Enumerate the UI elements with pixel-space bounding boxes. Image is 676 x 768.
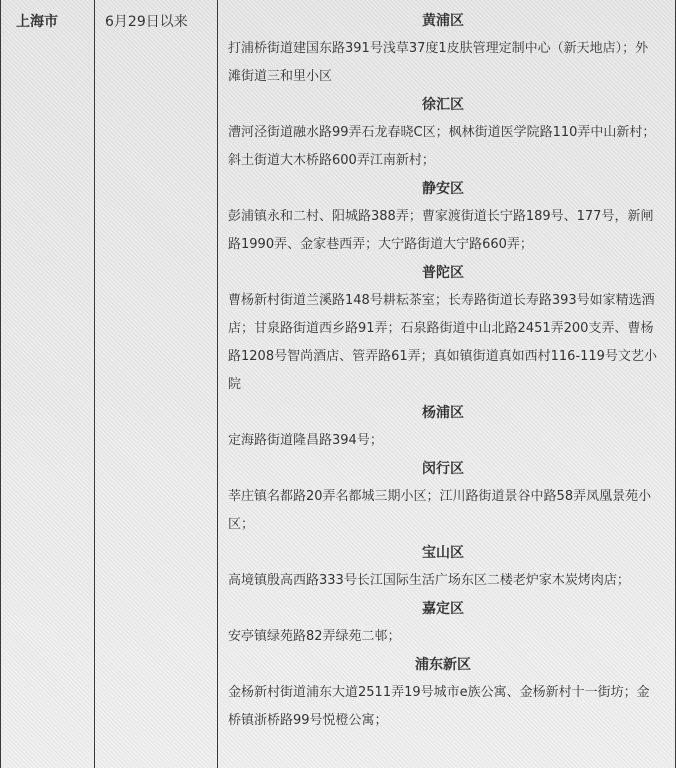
column-divider-1 [94,0,95,768]
district-heading: 嘉定区 [422,601,464,617]
district-places: 打浦桥街道建国东路391号浅草37度1皮肤管理定制中心（新天地店）；外滩街道三和里小区 [228,41,649,84]
district-places: 安亭镇绿苑路82弄绿苑二邨； [228,629,401,644]
district-section [228,651,658,735]
district-section [228,455,658,539]
district-places: 高境镇殷高西路333号长江国际生活广场东区二楼老炉家木炭烤肉店； [228,573,630,588]
district-heading: 宝山区 [422,545,464,561]
district-places: 莘庄镇名都路20弄名都城三期小区；江川路街道景谷中路58弄凤凰景苑小区； [228,489,652,532]
column-divider-2 [217,0,218,768]
district-heading: 黄浦区 [422,13,464,29]
district-places: 漕河泾街道融水路99弄石龙春晓C区；枫林街道医学院路110弄中山新村；斜土街道大木桥路600弄江南新村； [228,125,656,168]
places-cell [228,7,658,735]
district-section [228,399,658,455]
district-section [228,175,658,259]
district-heading: 普陀区 [422,265,464,281]
district-places: 曹杨新村街道兰溪路148号耕耘茶室；长寿路街道长寿路393号如家精选酒店；甘泉路街道西乡路91弄；石泉路街道中山北路2451弄200支弄、曹杨路1208号智尚酒店、管弄路61弄；真如镇街道真如西村116-119号文艺小院 [228,293,657,392]
district-heading: 浦东新区 [415,657,471,673]
district-heading: 徐汇区 [422,97,464,113]
district-section [228,259,658,399]
district-heading: 静安区 [422,181,464,197]
district-places: 金杨新村街道浦东大道2511弄19号城市e族公寓、金杨新村十一街坊；金桥镇浙桥路99号悦橙公寓； [228,685,650,728]
district-heading: 杨浦区 [422,405,464,421]
city-cell: 上海市 [16,14,58,30]
district-section [228,91,658,175]
district-places: 彭浦镇永和二村、阳城路388弄；曹家渡街道长宁路189号、177号，新闸路1990弄、金家巷西弄；大宁路街道大宁路660弄； [228,209,654,252]
district-section [228,539,658,595]
district-places: 定海路街道隆昌路394号； [228,433,383,448]
district-section [228,595,658,651]
district-heading: 闵行区 [422,461,464,477]
district-section [228,7,658,91]
date-cell: 6月29日以来 [105,14,188,30]
